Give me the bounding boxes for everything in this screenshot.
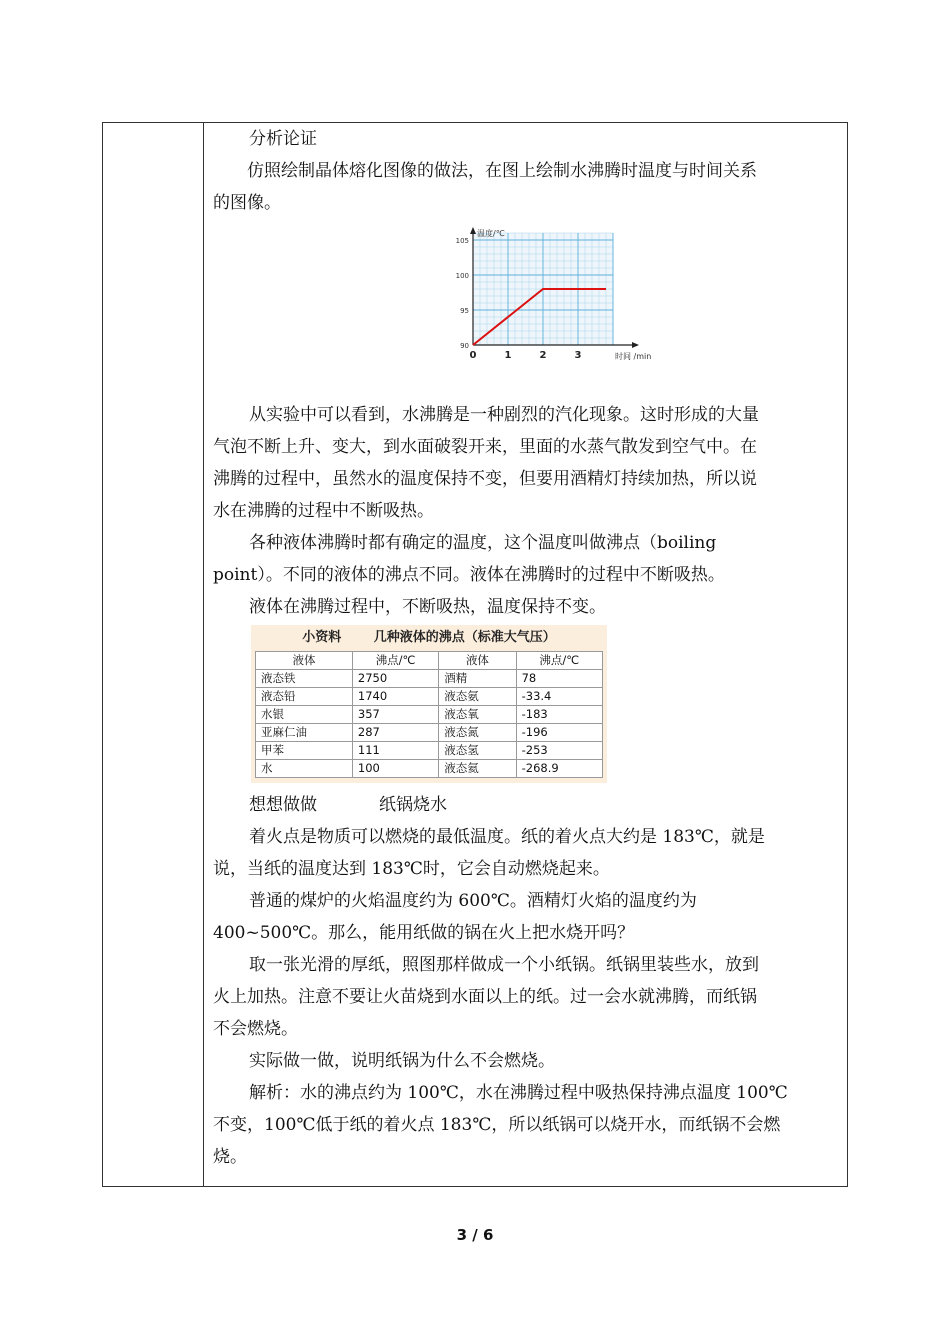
boiling-graph	[213, 219, 841, 399]
table-row	[256, 724, 603, 742]
table-cell: 357	[352, 706, 438, 724]
table-cell: -183	[516, 706, 602, 724]
p1-0-line-2: 沸腾的过程中，虽然水的温度保持不变，但要用酒精灯持续加热，所以说	[213, 469, 757, 489]
table-cell: 酒精	[439, 670, 516, 688]
p2-3-line-0: 实际做一做，说明纸锅为什么不会燃烧。	[249, 1051, 555, 1071]
table-cell: 78	[516, 670, 602, 688]
content-cell	[213, 123, 841, 1173]
x-axis-arrow	[632, 342, 639, 348]
table-cell: 水	[256, 760, 353, 778]
table-cell: 287	[352, 724, 438, 742]
table-cell: -253	[516, 742, 602, 760]
table-cell: -268.9	[516, 760, 602, 778]
table-tag: 小资料	[302, 630, 342, 645]
table-header-cell: 液体	[439, 652, 516, 670]
activity-paragraphs	[213, 821, 841, 1173]
y-tick-label: 95	[460, 307, 469, 315]
x-tick-label: 0	[469, 350, 477, 361]
p2-4-line-2: 烧。	[213, 1147, 247, 1167]
p1-1-line-0: 各种液体沸腾时都有确定的温度，这个温度叫做沸点（boiling	[249, 533, 717, 553]
p2-2-line-2: 不会燃烧。	[213, 1019, 298, 1039]
boiling-point-table-box	[251, 625, 607, 783]
table-title	[251, 625, 607, 651]
p2-2-line-1: 火上加热。注意不要让火苗烧到水面以上的纸。过一会水就沸腾，而纸锅	[213, 987, 757, 1007]
table-cell: 液态氢	[439, 742, 516, 760]
p2-1-line-1: 400~500℃。那么，能用纸做的锅在火上把水烧开吗？	[213, 923, 635, 943]
x-tick-label: 3	[574, 350, 582, 361]
p1-0-line-1: 气泡不断上升、变大，到水面破裂开来，里面的水蒸气散发到空气中。在	[213, 437, 757, 457]
intro-line-1: 仿照绘制晶体熔化图像的做法，在图上绘制水沸腾时温度与时间关系	[247, 161, 757, 181]
table-row	[256, 742, 603, 760]
boiling-point-table	[255, 651, 603, 778]
y-tick-label: 105	[455, 237, 469, 245]
table-cell: 111	[352, 742, 438, 760]
p1-0-line-0: 从实验中可以看到，水沸腾是一种剧烈的汽化现象。这时形成的大量	[249, 405, 759, 425]
temperature-time-chart	[441, 223, 652, 373]
p2-4-line-1: 不变，100℃低于纸的着火点 183℃，所以纸锅可以烧开水，而纸锅不会燃	[213, 1115, 781, 1135]
explanation-paragraphs	[213, 399, 841, 623]
table-header-row	[256, 652, 603, 670]
table-cell: 液态氧	[439, 706, 516, 724]
table-header-cell: 沸点/℃	[516, 652, 602, 670]
p1-2-line-0: 液体在沸腾过程中，不断吸热，温度保持不变。	[249, 597, 606, 617]
section-title: 分析论证	[249, 129, 317, 149]
x-tick-label: 1	[504, 350, 512, 361]
p2-0-line-1: 说，当纸的温度达到 183℃时，它会自动燃烧起来。	[213, 859, 610, 879]
p2-4-line-0: 解析：水的沸点约为 100℃，水在沸腾过程中吸热保持沸点温度 100℃	[249, 1083, 788, 1103]
activity-label: 想想做做	[249, 795, 317, 815]
table-cell: 液态氮	[439, 724, 516, 742]
activity-heading	[213, 789, 841, 821]
p2-1-line-0: 普通的煤炉的火焰温度约为 600℃。酒精灯火焰的温度约为	[249, 891, 697, 911]
intro-line-2: 的图像。	[213, 193, 281, 213]
table-row	[256, 760, 603, 778]
y-axis-label: 温度/℃	[477, 229, 505, 238]
table-cell: -196	[516, 724, 602, 742]
table-row	[256, 670, 603, 688]
page-number: 3 / 6	[456, 1226, 494, 1244]
x-tick-label: 2	[539, 350, 547, 361]
table-header-cell: 沸点/℃	[352, 652, 438, 670]
table-cell: -33.4	[516, 688, 602, 706]
table-cell: 液态铅	[256, 688, 353, 706]
table-cell: 水银	[256, 706, 353, 724]
table-cell: 2750	[352, 670, 438, 688]
x-axis-label: 时间 /min	[615, 352, 652, 361]
table-row	[256, 688, 603, 706]
table-cell: 液态铁	[256, 670, 353, 688]
table-cell: 100	[352, 760, 438, 778]
y-tick-label: 90	[460, 342, 469, 350]
y-axis-arrow	[470, 227, 476, 234]
table-cell: 亚麻仁油	[256, 724, 353, 742]
table-cell: 甲苯	[256, 742, 353, 760]
table-row	[256, 706, 603, 724]
table-caption: 几种液体的沸点（标准大气压）	[373, 630, 556, 645]
p1-0-line-3: 水在沸腾的过程中不断吸热。	[213, 501, 434, 521]
table-cell: 液态氦	[439, 760, 516, 778]
table-cell: 1740	[352, 688, 438, 706]
column-divider	[203, 123, 204, 1186]
content-table-frame	[102, 122, 848, 1187]
p2-0-line-0: 着火点是物质可以燃烧的最低温度。纸的着火点大约是 183℃，就是	[249, 827, 765, 847]
table-header-cell: 液体	[256, 652, 353, 670]
y-tick-label: 100	[455, 272, 469, 280]
table-cell: 液态氨	[439, 688, 516, 706]
activity-title: 纸锅烧水	[379, 795, 447, 815]
p2-2-line-0: 取一张光滑的厚纸，照图那样做成一个小纸锅。纸锅里装些水，放到	[249, 955, 759, 975]
p1-1-line-1: point）。不同的液体的沸点不同。液体在沸腾时的过程中不断吸热。	[213, 565, 725, 585]
